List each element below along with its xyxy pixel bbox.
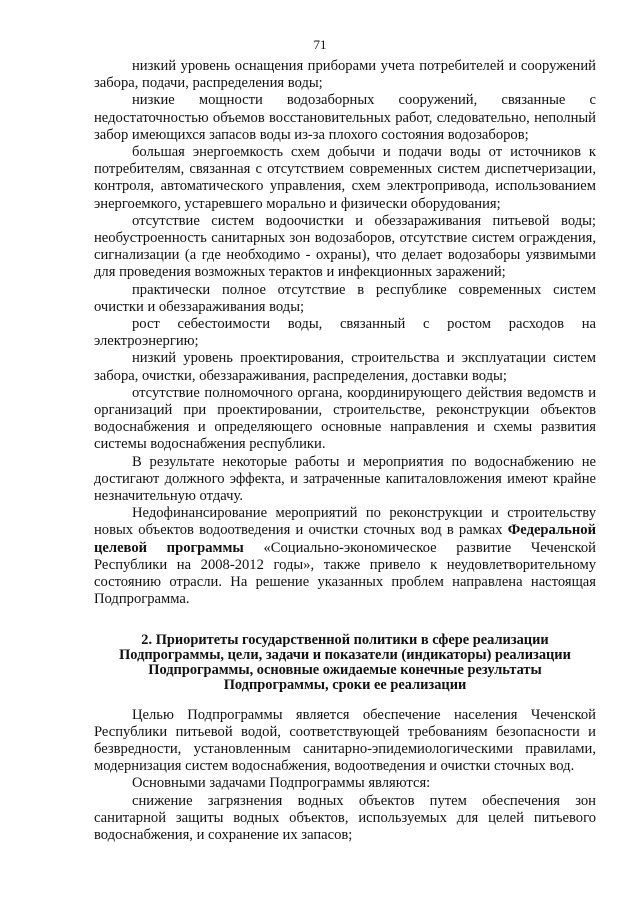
- section-heading-line: 2. Приоритеты государственной политики в сфере реализации: [141, 631, 549, 648]
- list-item-no-purification: отсутствие систем водоочистки и обеззараживания питьевой воды; необустроенность санитарных зон водозаборов, отсутствие систем ограждения, сигнализации (а где необходимо - охраны), что делает водозаборы уязвимыми для проведения возможных терактов и инфекционных заражений;: [94, 212, 596, 281]
- list-item-low-capacity: низкие мощности водозаборных сооружений, связанные с недостаточностью объемов восстановительных работ, следовательно, неполный забор имеющихся запасов воды из-за плохого состояния водозаборов;: [94, 92, 596, 143]
- section-heading-line: Подпрограммы, основные ожидаемые конечные результаты: [148, 661, 542, 678]
- underfunding-text-2: «Социально-экономическое развитие Чеченской Республики на 2008-2012 годы», также привело к неудовлетворительному состоянию отрасли. На решение указанных проблем направлена настоящая Подпрограмма.: [94, 539, 596, 608]
- list-item-metering: низкий уровень оснащения приборами учета потребителей и сооружений забора, подачи, распределения воды;: [94, 58, 596, 92]
- list-item-low-design-level: низкий уровень проектирования, строительства и эксплуатации систем забора, очистки, обеззараживания, распределения, доставки воды;: [94, 350, 596, 384]
- section-heading: [94, 633, 596, 693]
- list-item-pollution-reduction: снижение загрязнения водных объектов путем обеспечения зон санитарной защиты водных объектов, используемых для целей питьевого водоснабжения, и сохранение их запасов;: [94, 792, 596, 843]
- list-item-no-modern-systems: практически полное отсутствие в республике современных систем очистки и обеззараживания воды;: [94, 281, 596, 315]
- paragraph-goal: Целью Подпрограммы является обеспечение населения Чеченской Республики питьевой водой, соответствующей требованиям безопасности и безвредности, установленным санитарно-эпидемиологическими правилами, модернизация систем водоснабжения, водоотведения и очистки сточных вод.: [94, 706, 596, 775]
- paragraph-results: В результате некоторые работы и мероприятия по водоснабжению не достигают должного эффекта, и затраченные капиталовложения имеют крайне незначительную отдачу.: [94, 453, 596, 505]
- federal-program-name: Федеральной целевой программы: [94, 522, 596, 556]
- list-item-energy-intensity: большая энергоемкость схем добычи и подачи воды от источников к потребителям, связанная с отсутствием современных систем диспетчеризации, контроля, автоматического управления, схем электропривода, использованием энергоемкого, устаревшего морально и физически оборудования;: [94, 144, 596, 212]
- page-content: [94, 58, 596, 844]
- list-item-no-coordinating-body: отсутствие полномочного органа, координирующего действия ведомств и организаций при проектировании, строительстве, реконструкции объектов водоснабжения и определяющего основные направления и схемы развития системы водоснабжения республики.: [94, 384, 596, 453]
- paragraph-tasks-intro: Основными задачами Подпрограммы являются:: [132, 775, 431, 792]
- underfunding-text-1: Недофинансирование мероприятий по реконструкции и строительству новых объектов водоотведения и очистки сточных вод в рамках: [94, 505, 596, 539]
- section-heading-line: Подпрограммы, цели, задачи и показатели (индикаторы) реализации: [119, 646, 571, 663]
- page-number: 71: [313, 37, 327, 52]
- paragraph-underfunding: [94, 505, 596, 608]
- section-heading-line: Подпрограммы, сроки ее реализации: [223, 676, 467, 693]
- list-item-cost-growth: рост себестоимости воды, связанный с ростом расходов на электроэнергию;: [94, 316, 596, 350]
